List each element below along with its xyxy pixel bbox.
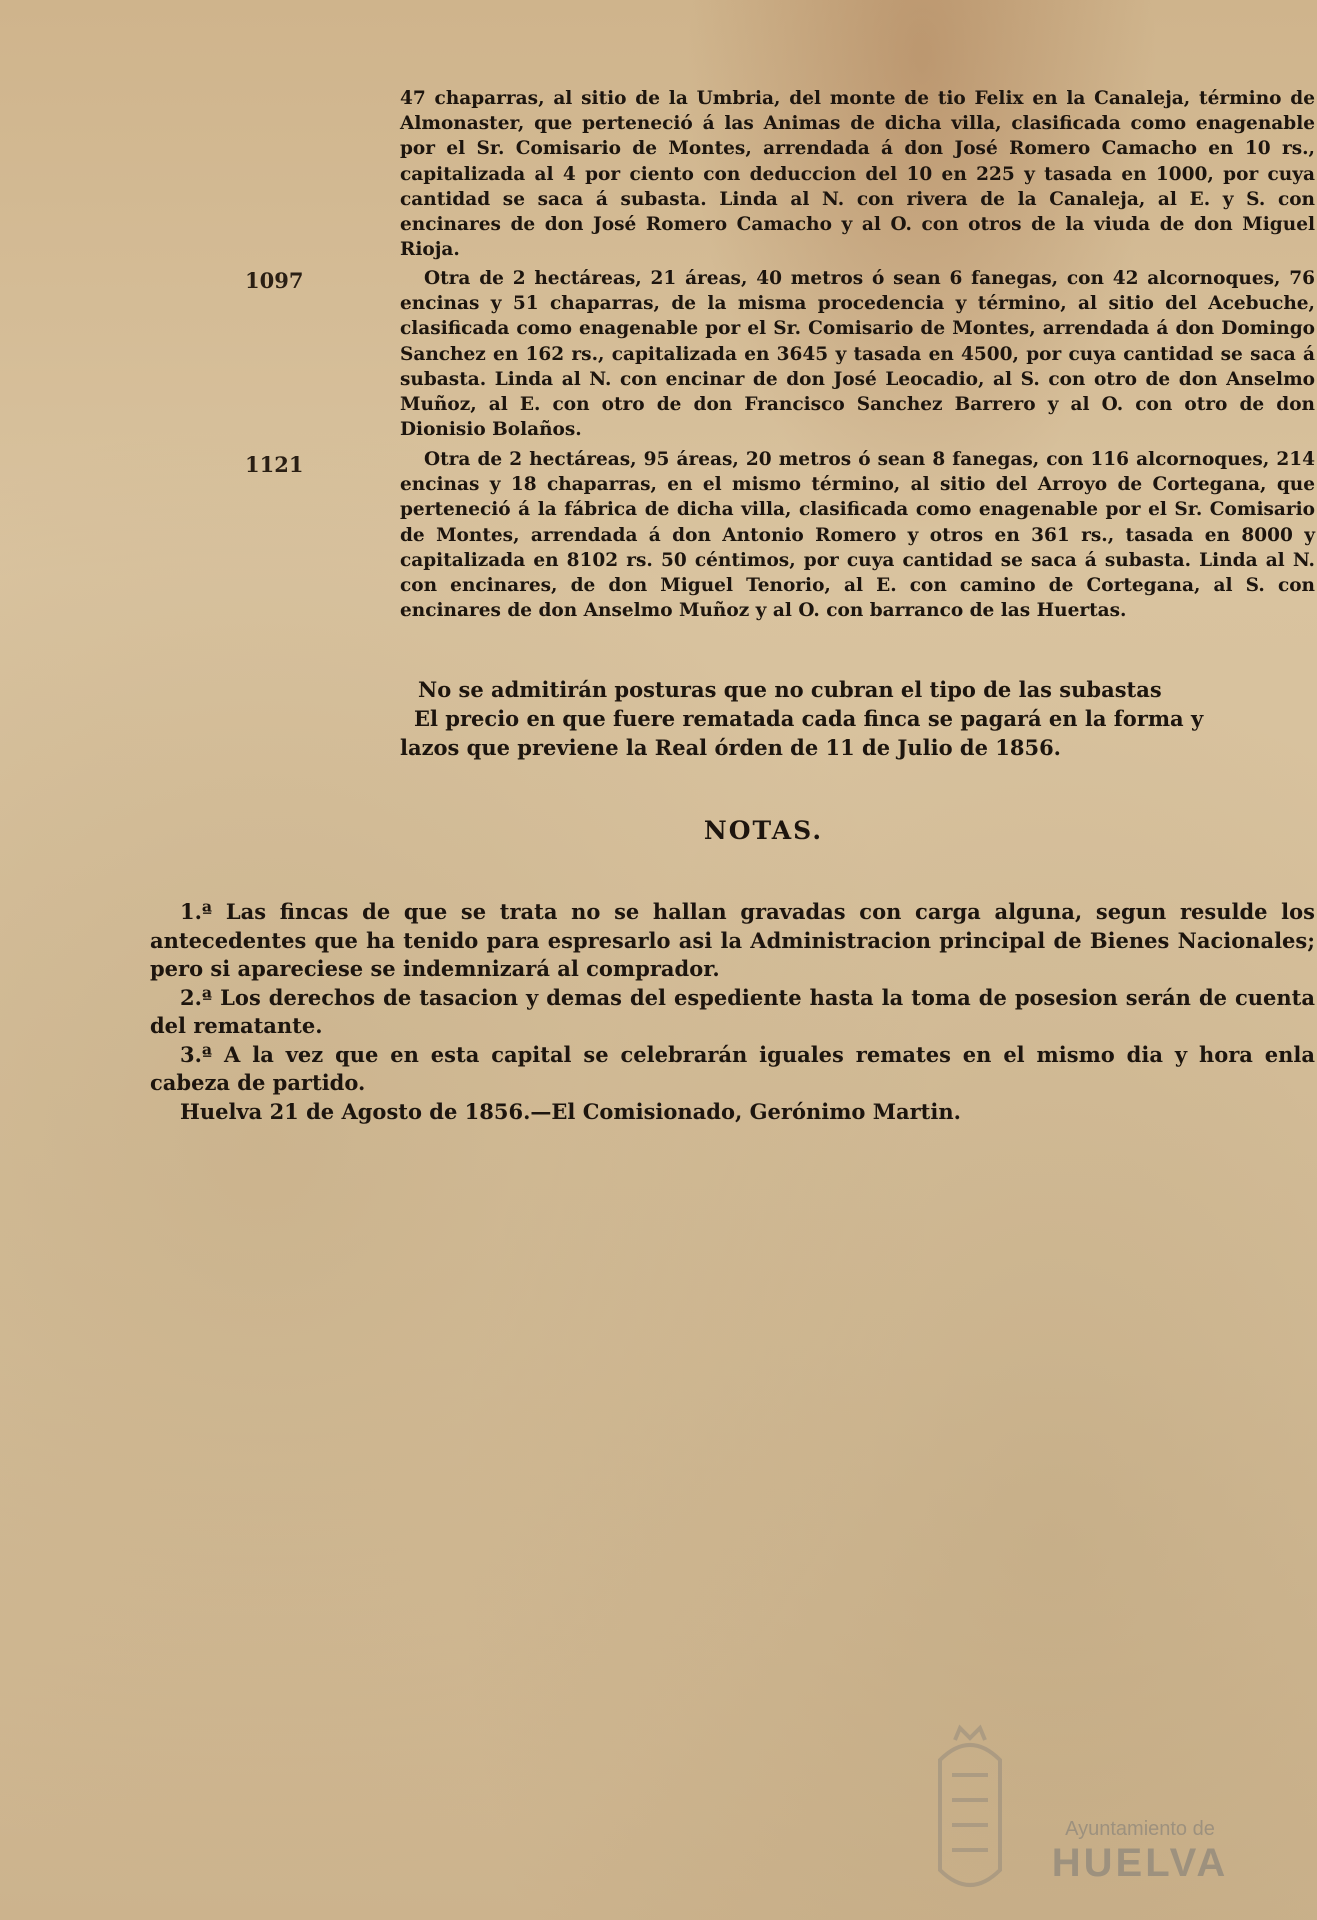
watermark-line-1: Ayuntamiento de xyxy=(1065,1818,1215,1840)
condition-line-1: No se admitirán posturas que no cubran el tipo de las subastas xyxy=(418,677,1162,702)
lot-0-paragraph: 47 chaparras, al sitio de la Umbria, del monte de tio Felix en la Canaleja, término de Almonaster, que perteneció á las Animas de dicha villa, clasificada como enagenable por el Sr. Comisario de Montes, arrendada á don José Romero Camacho en 10 rs., capitalizada al 4 por ciento con deduccion del 10 en 225 y tasada en 1000, por cuya cantidad se saca á subasta. Linda al N. con rivera de la Canaleja, al E. y S. con encinares de don José Romero Camacho y al O. con otros de la viuda de don Miguel Rioja. xyxy=(400,88,1315,261)
lot-1097-text xyxy=(400,266,1315,442)
sale-conditions xyxy=(400,675,1315,762)
note-2: 2.ª Los derechos de tasacion y demas del espediente hasta la toma de posesion serán de cuenta del rematante. xyxy=(150,984,1315,1038)
lot-number-1121: 1121 xyxy=(245,452,304,477)
signature-line: Huelva 21 de Agosto de 1856.—El Comisionado, Gerónimo Martin. xyxy=(180,1098,961,1124)
lot-0-text xyxy=(400,86,1315,262)
watermark-line-2: HUELVA xyxy=(1051,1841,1229,1885)
lot-1097-paragraph: Otra de 2 hectáreas, 21 áreas, 40 metros ó sean 6 fanegas, con 42 alcornoques, 76 encinas y 51 chaparras, de la misma procedencia y término, al sitio del Acebuche, clasificada como enagenable por el Sr. Comisario de Montes, arrendada á don Domingo Sanchez en 162 rs., capitalizada en 3645 y tasada en 4500, por cuya cantidad se saca á subasta. Linda al N. con encinar de don José Leocadio, al S. con otro de don Anselmo Muñoz, al E. con otro de don Francisco Sanchez Barrero y al O. con otro de don Dionisio Bolaños. xyxy=(400,268,1315,441)
lot-1121-text xyxy=(400,447,1315,623)
condition-line-2: El precio en que fuere rematada cada finca se pagará en la forma y xyxy=(414,706,1204,731)
watermark-text xyxy=(1040,1818,1240,1885)
notes-heading: NOTAS. xyxy=(703,816,824,845)
note-3: 3.ª A la vez que en esta capital se celebrarán iguales remates en el mismo dia y hora enla cabeza de partido. xyxy=(150,1041,1315,1095)
note-1: 1.ª Las fincas de que se trata no se hallan gravadas con carga alguna, segun resulde los antecedentes que ha tenido para espresarlo asi la Administracion principal de Bienes Nacionales; pero si apareciese se indemnizará al comprador. xyxy=(150,899,1315,981)
condition-line-3: lazos que previene la Real órden de 11 de Julio de 1856. xyxy=(400,735,1061,760)
notes-section xyxy=(150,898,1315,1126)
lot-1121-paragraph: Otra de 2 hectáreas, 95 áreas, 20 metros ó sean 8 fanegas, con 116 alcornoques, 214 encinas y 18 chaparras, en el mismo término, al sitio del Arroyo de Cortegana, que perteneció á la fábrica de dicha villa, clasificada como enagenable por el Sr. Comisario de Montes, arrendada á don Antonio Romero y otros en 361 rs., tasada en 8000 y capitalizada en 8102 rs. 50 céntimos, por cuya cantidad se saca á subasta. Linda al N. con encinares, de don Miguel Tenorio, al E. con camino de Cortegana, al S. con encinares de don Anselmo Muñoz y al O. con barranco de las Huertas. xyxy=(400,449,1315,622)
lot-number-1097: 1097 xyxy=(245,268,304,293)
